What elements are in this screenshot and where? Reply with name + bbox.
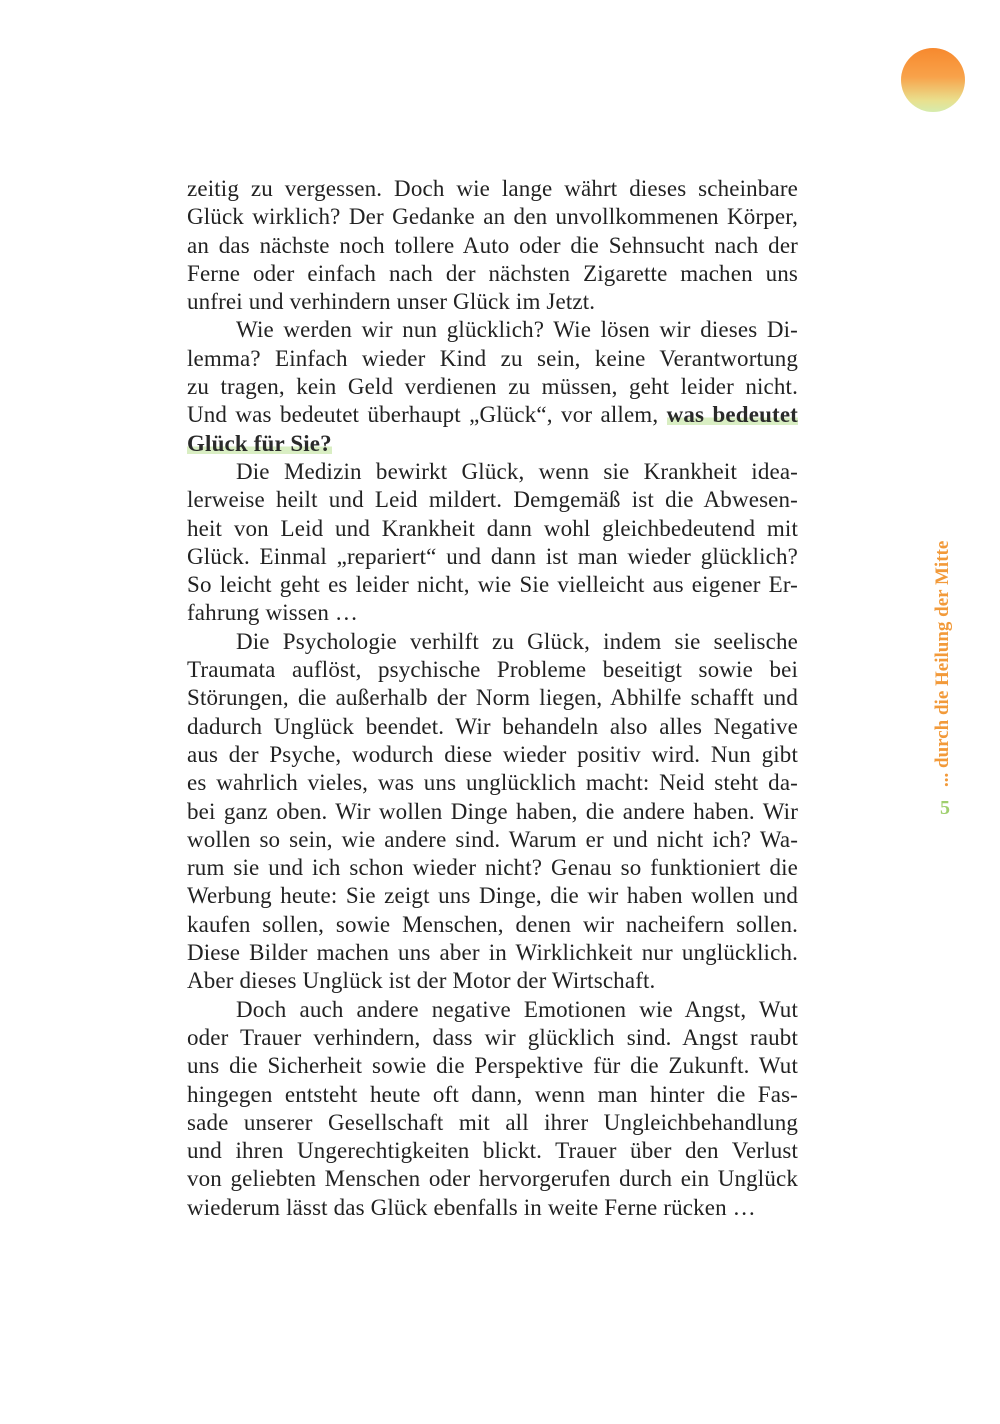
text-line: Die Medizin bewirkt Glück, wenn sie Krankheit idea- <box>236 458 798 484</box>
highlighted-phrase: was bedeutet <box>666 402 798 428</box>
text-line: es wahrlich vieles, was uns unglücklich macht: Neid steht da- <box>187 770 798 796</box>
text-line: Aber dieses Unglück ist der Motor der Wirtschaft. <box>187 968 656 994</box>
text-line: Traumata auflöst, psychische Probleme beseitigt sowie bei <box>187 657 798 683</box>
text-line: aus der Psyche, wodurch diese wieder positiv wird. Nun gibt <box>187 741 798 767</box>
text-line-highlighted <box>187 430 798 458</box>
text-line: wollen so sein, wie andere sind. Warum er und nicht ich? Wa- <box>187 826 798 852</box>
text-line-mixed <box>187 401 798 429</box>
text-line: unfrei und verhindern unser Glück im Jetzt. <box>187 289 596 315</box>
text-line-part: Und was bedeutet überhaupt „Glück“, vor allem, <box>187 402 659 428</box>
text-line: Glück wirklich? Der Gedanke an den unvollkommenen Körper, <box>187 204 798 230</box>
running-title: ... durch die Heilung der Mitte <box>932 540 953 787</box>
text-line: kaufen sollen, sowie Menschen, denen wir nacheifern sollen. <box>187 911 798 937</box>
text-line: Glück. Einmal „repariert“ und dann ist man wieder glücklich? <box>187 543 798 569</box>
text-line: oder Trauer verhindern, dass wir glücklich sind. Angst raubt <box>187 1024 798 1050</box>
decorative-dot-icon <box>901 48 965 112</box>
text-line: Diese Bilder machen uns aber in Wirklichkeit nur unglücklich. <box>187 940 798 966</box>
text-line: Die Psychologie verhilft zu Glück, indem sie seelische <box>236 628 798 654</box>
text-line: zu tragen, kein Geld verdienen zu müssen, geht leider nicht. <box>187 374 798 400</box>
text-line: sade unserer Gesellschaft mit all ihrer Ungleichbehandlung <box>187 1109 798 1135</box>
text-line: lemma? Einfach wieder Kind zu sein, keine Verantwortung <box>187 345 798 371</box>
text-line: Doch auch andere negative Emotionen wie Angst, Wut <box>236 996 798 1022</box>
text-line: dadurch Unglück beendet. Wir behandeln also alles Negative <box>187 713 798 739</box>
text-line: lerweise heilt und Leid mildert. Demgemäß ist die Abwesen- <box>187 487 798 513</box>
margin-column <box>930 507 960 819</box>
text-line: von geliebten Menschen oder hervorgerufen durch ein Unglück <box>187 1166 798 1192</box>
text-line: So leicht geht es leider nicht, wie Sie vielleicht aus eigener Er- <box>187 572 798 598</box>
text-line: zeitig zu vergessen. Doch wie lange währt dieses scheinbare <box>187 176 798 201</box>
text-line: Ferne oder einfach nach der nächsten Zigarette machen uns <box>187 260 798 286</box>
text-line: wiederum lässt das Glück ebenfalls in weite Ferne rücken … <box>187 1194 756 1220</box>
text-line: rum sie und ich schon wieder nicht? Genau so funktioniert die <box>187 855 798 881</box>
text-line: heit von Leid und Krankheit dann wohl gleichbedeutend mit <box>187 515 798 541</box>
text-line: an das nächste noch tollere Auto oder die Sehnsucht nach der <box>187 232 798 258</box>
text-line: Wie werden wir nun glücklich? Wie lösen wir dieses Di- <box>236 317 798 343</box>
highlighted-phrase: Glück für Sie? <box>187 430 332 456</box>
text-line: Störungen, die außerhalb der Norm liegen, Abhilfe schafft und <box>187 685 798 711</box>
text-line: Werbung heute: Sie zeigt uns Dinge, die wir haben wollen und <box>187 883 798 909</box>
text-line: fahrung wissen … <box>187 600 359 626</box>
text-line: und ihren Ungerechtigkeiten blickt. Trauer über den Verlust <box>187 1138 798 1164</box>
text-line: hingegen entsteht heute oft dann, wenn man hinter die Fas- <box>187 1081 798 1107</box>
body-text <box>187 175 798 1222</box>
page-number: 5 <box>940 797 950 819</box>
text-line: uns die Sicherheit sowie die Perspektive für die Zukunft. Wut <box>187 1053 798 1079</box>
text-line: bei ganz oben. Wir wollen Dinge haben, die andere haben. Wir <box>187 798 798 824</box>
